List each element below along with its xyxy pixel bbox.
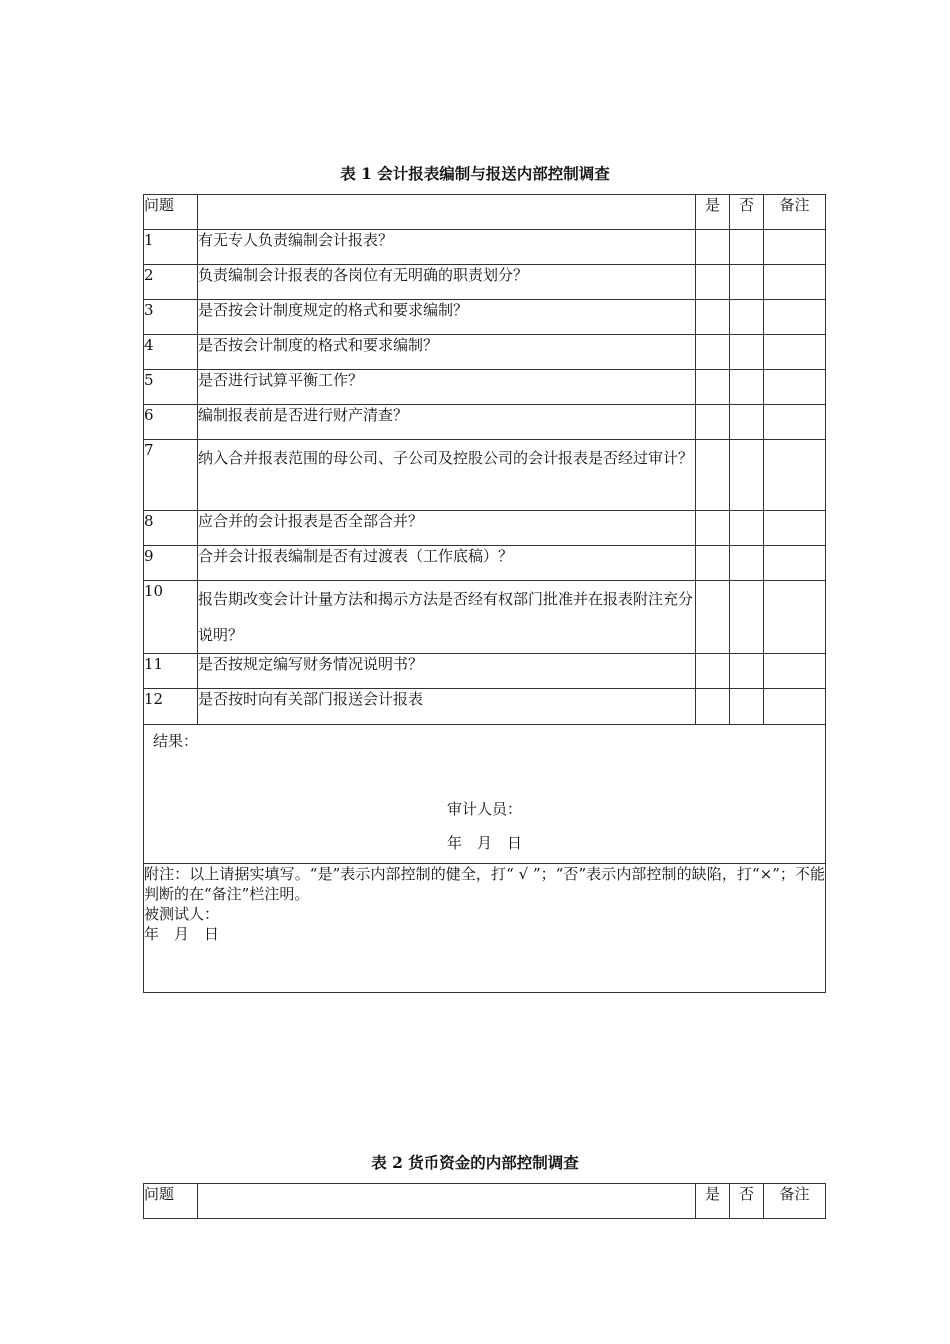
yes-cell[interactable] bbox=[696, 689, 730, 725]
yes-cell[interactable] bbox=[696, 265, 730, 300]
no-cell[interactable] bbox=[730, 581, 764, 654]
table2-title: 表 2 货币资金的内部控制调查 bbox=[371, 1153, 579, 1172]
row-number: 7 bbox=[144, 440, 198, 511]
table-row bbox=[144, 440, 826, 511]
yes-cell[interactable] bbox=[696, 405, 730, 440]
row-number: 1 bbox=[144, 230, 198, 265]
no-cell[interactable] bbox=[730, 689, 764, 725]
result-label: 结果： bbox=[153, 732, 199, 750]
table-row bbox=[144, 370, 826, 405]
row-question: 有无专人负责编制会计报表？ bbox=[198, 230, 696, 265]
tested-person-label: 被测试人： bbox=[144, 905, 220, 923]
remark-cell[interactable] bbox=[764, 300, 826, 335]
yes-cell[interactable] bbox=[696, 370, 730, 405]
row-number: 2 bbox=[144, 265, 198, 300]
note-date: 年 月 日 bbox=[144, 925, 220, 943]
no-cell[interactable] bbox=[730, 370, 764, 405]
yes-cell[interactable] bbox=[696, 654, 730, 689]
no-cell[interactable] bbox=[730, 230, 764, 265]
table-row bbox=[144, 654, 826, 689]
result-cell[interactable] bbox=[144, 725, 826, 864]
no-cell[interactable] bbox=[730, 405, 764, 440]
table-row bbox=[144, 511, 826, 546]
header-question: 问题 bbox=[144, 1184, 198, 1219]
row-number: 10 bbox=[144, 581, 198, 654]
no-cell[interactable] bbox=[730, 654, 764, 689]
header-remark: 备注 bbox=[764, 1184, 826, 1219]
row-question: 是否按时向有关部门报送会计报表 bbox=[198, 689, 696, 725]
note-row bbox=[144, 864, 826, 993]
remark-cell[interactable] bbox=[764, 370, 826, 405]
yes-cell[interactable] bbox=[696, 511, 730, 546]
table-row bbox=[144, 581, 826, 654]
row-question: 纳入合并报表范围的母公司、子公司及控股公司的会计报表是否经过审计？ bbox=[198, 440, 696, 511]
result-date: 年 月 日 bbox=[446, 834, 522, 852]
row-question: 合并会计报表编制是否有过渡表（工作底稿）？ bbox=[198, 546, 696, 581]
remark-cell[interactable] bbox=[764, 581, 826, 654]
row-question: 编制报表前是否进行财产清查？ bbox=[198, 405, 696, 440]
no-cell[interactable] bbox=[730, 546, 764, 581]
row-question: 应合并的会计报表是否全部合并？ bbox=[198, 511, 696, 546]
row-question: 负责编制会计报表的各岗位有无明确的职责划分？ bbox=[198, 265, 696, 300]
remark-cell[interactable] bbox=[764, 265, 826, 300]
table-row bbox=[144, 405, 826, 440]
header-text bbox=[198, 195, 696, 230]
auditor-label: 审计人员： bbox=[446, 800, 522, 818]
result-row bbox=[144, 725, 826, 864]
remark-cell[interactable] bbox=[764, 440, 826, 511]
no-cell[interactable] bbox=[730, 440, 764, 511]
table2 bbox=[143, 1183, 826, 1219]
no-cell[interactable] bbox=[730, 335, 764, 370]
remark-cell[interactable] bbox=[764, 654, 826, 689]
header-no: 否 bbox=[730, 195, 764, 230]
table-row bbox=[144, 546, 826, 581]
row-question: 是否按会计制度规定的格式和要求编制？ bbox=[198, 300, 696, 335]
remark-cell[interactable] bbox=[764, 689, 826, 725]
yes-cell[interactable] bbox=[696, 300, 730, 335]
table-row bbox=[144, 265, 826, 300]
row-question: 报告期改变会计计量方法和揭示方法是否经有权部门批准并在报表附注充分说明？ bbox=[198, 581, 696, 654]
yes-cell[interactable] bbox=[696, 230, 730, 265]
remark-cell[interactable] bbox=[764, 511, 826, 546]
table-row bbox=[144, 230, 826, 265]
row-question: 是否进行试算平衡工作？ bbox=[198, 370, 696, 405]
remark-cell[interactable] bbox=[764, 546, 826, 581]
no-cell[interactable] bbox=[730, 265, 764, 300]
header-yes: 是 bbox=[696, 1184, 730, 1219]
yes-cell[interactable] bbox=[696, 440, 730, 511]
header-question: 问题 bbox=[144, 195, 198, 230]
header-remark: 备注 bbox=[764, 195, 826, 230]
note-text: 附注：以上请据实填写。“是”表示内部控制的健全，打“ √ ”；“否”表示内部控制的缺陷，打“×”；不能判断的在“备注”栏注明。 bbox=[144, 865, 825, 903]
remark-cell[interactable] bbox=[764, 335, 826, 370]
row-question: 是否按会计制度的格式和要求编制？ bbox=[198, 335, 696, 370]
no-cell[interactable] bbox=[730, 511, 764, 546]
row-number: 9 bbox=[144, 546, 198, 581]
no-cell[interactable] bbox=[730, 300, 764, 335]
table1-title: 表 1 会计报表编制与报送内部控制调查 bbox=[340, 164, 610, 183]
table-row bbox=[144, 335, 826, 370]
row-number: 12 bbox=[144, 689, 198, 725]
table-row bbox=[144, 300, 826, 335]
header-yes: 是 bbox=[696, 195, 730, 230]
note-cell bbox=[144, 864, 826, 993]
yes-cell[interactable] bbox=[696, 546, 730, 581]
row-number: 8 bbox=[144, 511, 198, 546]
row-number: 3 bbox=[144, 300, 198, 335]
table2-header-row bbox=[144, 1184, 826, 1219]
yes-cell[interactable] bbox=[696, 581, 730, 654]
header-no: 否 bbox=[730, 1184, 764, 1219]
table1 bbox=[143, 194, 826, 993]
remark-cell[interactable] bbox=[764, 405, 826, 440]
header-text bbox=[198, 1184, 696, 1219]
yes-cell[interactable] bbox=[696, 335, 730, 370]
row-number: 4 bbox=[144, 335, 198, 370]
table1-header-row bbox=[144, 195, 826, 230]
row-number: 6 bbox=[144, 405, 198, 440]
remark-cell[interactable] bbox=[764, 230, 826, 265]
table-row bbox=[144, 689, 826, 725]
row-question: 是否按规定编写财务情况说明书？ bbox=[198, 654, 696, 689]
row-number: 11 bbox=[144, 654, 198, 689]
row-number: 5 bbox=[144, 370, 198, 405]
